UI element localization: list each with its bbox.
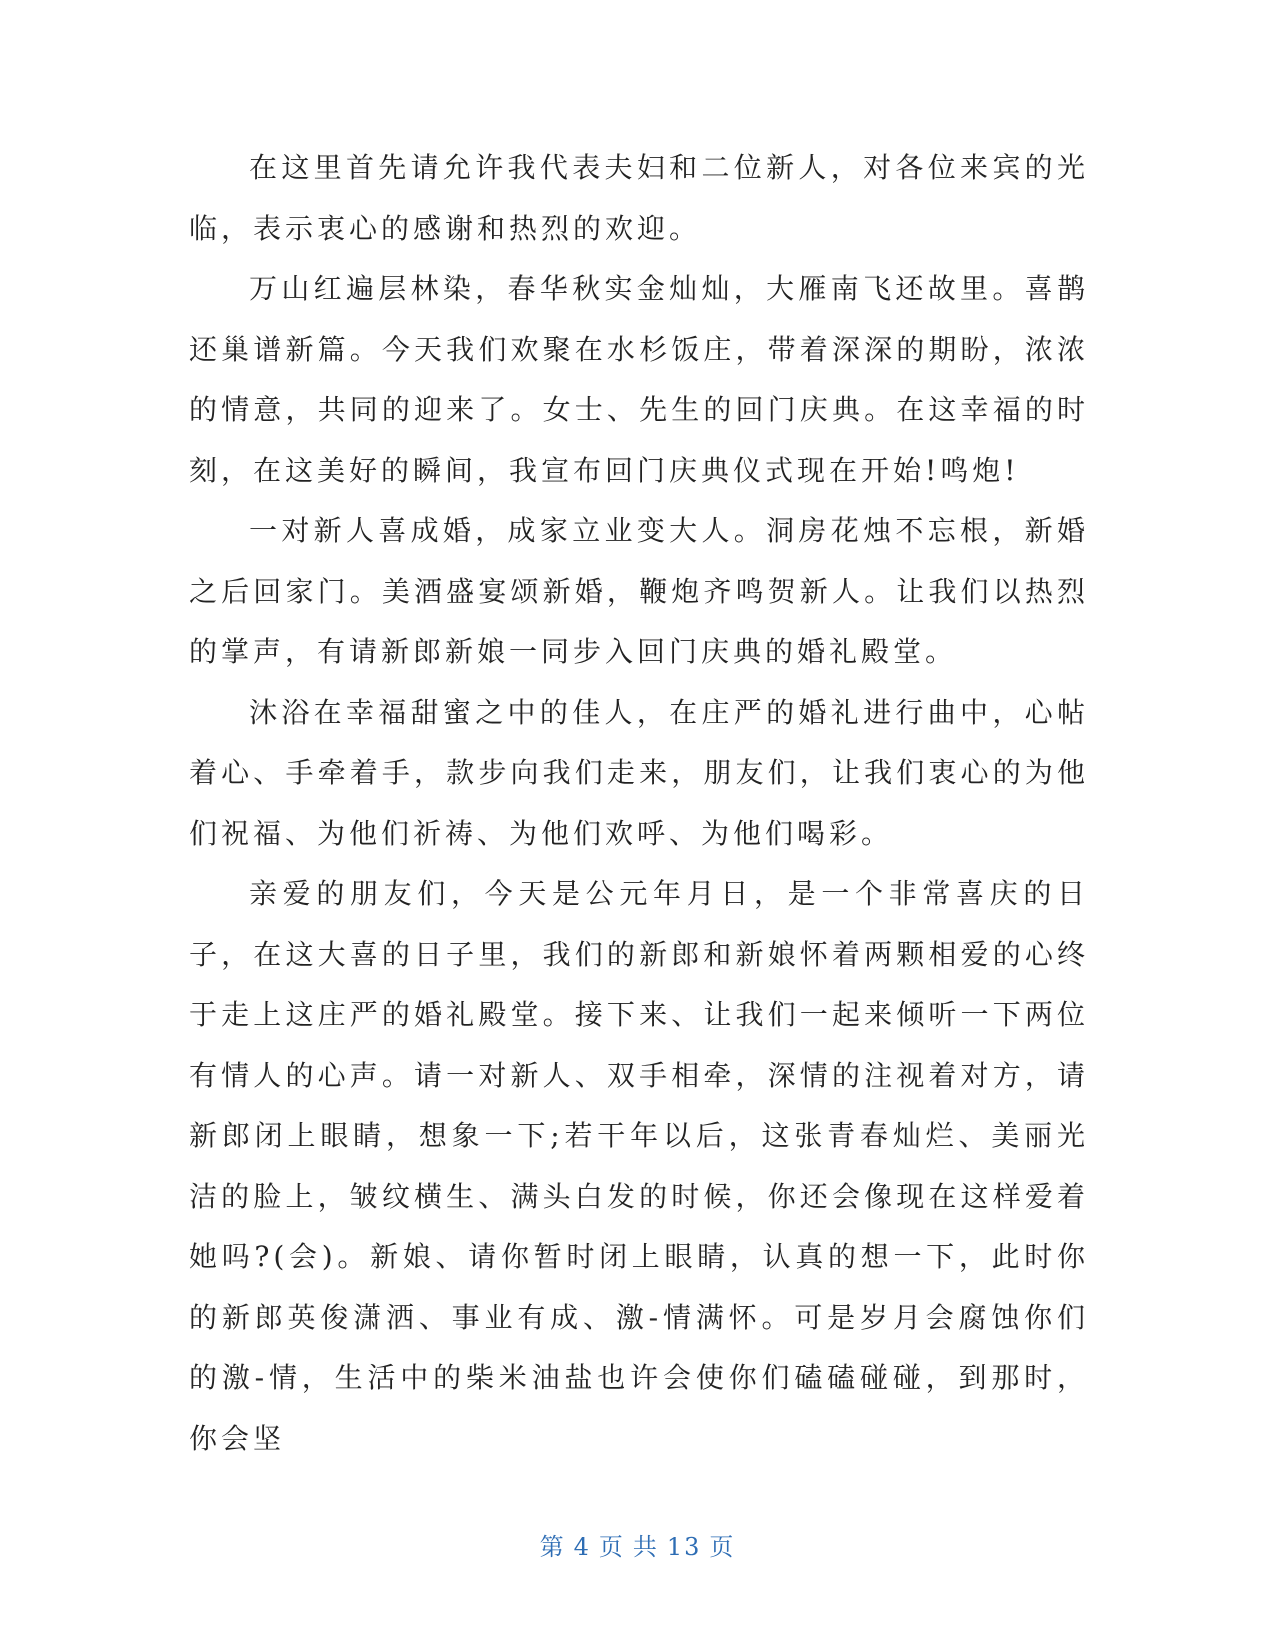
footer-total-word: 共 <box>632 1533 659 1561</box>
paragraph-3: 一对新人喜成婚，成家立业变大人。洞房花烛不忘根，新婚之后回家门。美酒盛宴颂新婚，鞭炮齐鸣贺新人。让我们以热烈的掌声，有请新郎新娘一同步入回门庆典的婚礼殿堂。 <box>189 514 1089 668</box>
paragraph-2: 万山红遍层林染，春华秋实金灿灿，大雁南飞还故里。喜鹊还巢谱新篇。今天我们欢聚在水杉饭庄，带着深深的期盼，浓浓的情意，共同的迎来了。女士、先生的回门庆典。在这幸福的时刻，在这美好的瞬间，我宣布回门庆典仪式现在开始!鸣炮! <box>189 272 1089 487</box>
footer-current-page: 4 <box>573 1533 591 1561</box>
document-body <box>189 138 1089 1469</box>
paragraph-1: 在这里首先请允许我代表夫妇和二位新人，对各位来宾的光临，表示衷心的感谢和热烈的欢迎。 <box>189 151 1089 245</box>
footer-page-word: 页 <box>598 1533 625 1561</box>
footer-prefix: 第 <box>539 1533 566 1561</box>
footer-suffix: 页 <box>709 1533 736 1561</box>
footer-total-pages: 13 <box>666 1533 702 1561</box>
paragraph-5: 亲爱的朋友们，今天是公元年月日，是一个非常喜庆的日子，在这大喜的日子里，我们的新郎和新娘怀着两颗相爱的心终于走上这庄严的婚礼殿堂。接下来、让我们一起来倾听一下两位有情人的心声。请一对新人、双手相牵，深情的注视着对方，请新郎闭上眼睛，想象一下;若干年以后，这张青春灿烂、美丽光洁的脸上，皱纹横生、满头白发的时候，你还会像现在这样爱着她吗?(会)。新娘、请你暂时闭上眼睛，认真的想一下，此时你的新郎英俊潇洒、事业有成、激-情满怀。可是岁月会腐蚀你们的激-情，生活中的柴米油盐也许会使你们磕磕碰碰，到那时，你会坚 <box>189 877 1089 1455</box>
paragraph-4: 沐浴在幸福甜蜜之中的佳人，在庄严的婚礼进行曲中，心帖着心、手牵着手，款步向我们走来，朋友们，让我们衷心的为他们祝福、为他们祈祷、为他们欢呼、为他们喝彩。 <box>189 695 1089 850</box>
page-footer <box>0 1527 1275 1562</box>
